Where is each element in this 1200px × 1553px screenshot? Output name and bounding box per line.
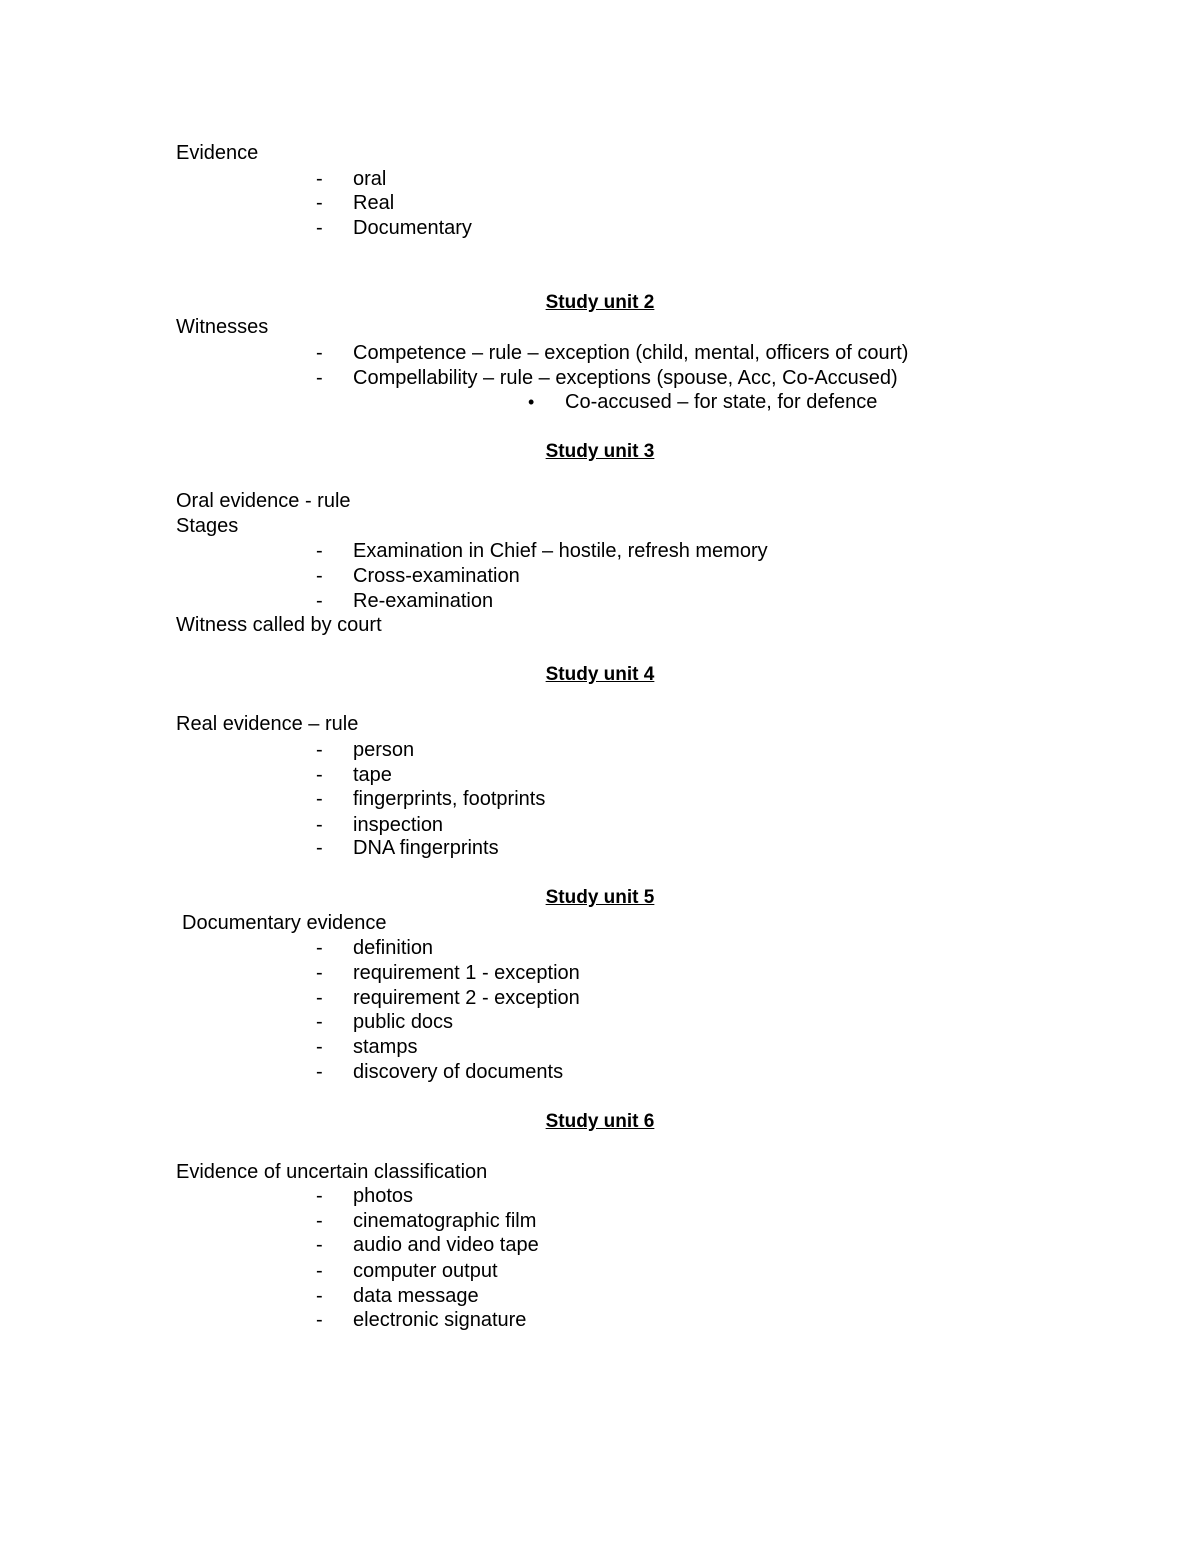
section-title-uncertain-classification: Evidence of uncertain classification <box>176 1161 488 1183</box>
list-dash: - <box>316 1309 323 1331</box>
heading-study-unit-3: Study unit 3 <box>545 441 655 462</box>
list-dash: - <box>316 540 323 562</box>
list-dash: - <box>316 1061 323 1083</box>
list-dash: - <box>316 814 323 836</box>
list-dash: - <box>316 367 323 389</box>
list-dash: - <box>316 837 323 859</box>
list-item: definition <box>353 937 434 959</box>
heading-study-unit-2: Study unit 2 <box>545 292 655 313</box>
list-dash: - <box>316 192 323 214</box>
list-item: Documentary <box>353 217 472 239</box>
section-title-oral-evidence: Oral evidence - rule <box>176 490 351 512</box>
list-dash: - <box>316 788 323 810</box>
section-title-documentary-evidence: Documentary evidence <box>182 912 387 934</box>
list-dash: - <box>316 168 323 190</box>
list-dash: - <box>316 937 323 959</box>
list-item: Re-examination <box>353 590 494 612</box>
list-dash: - <box>316 217 323 239</box>
bullet-icon: • <box>528 392 535 412</box>
list-item: cinematographic film <box>353 1210 537 1232</box>
list-dash: - <box>316 1036 323 1058</box>
list-dash: - <box>316 342 323 364</box>
list-item: stamps <box>353 1036 418 1058</box>
heading-study-unit-4: Study unit 4 <box>545 664 655 685</box>
list-item: requirement 2 - exception <box>353 987 580 1009</box>
list-dash: - <box>316 764 323 786</box>
list-dash: - <box>316 987 323 1009</box>
list-item: fingerprints, footprints <box>353 788 546 810</box>
list-item: discovery of documents <box>353 1061 564 1083</box>
section-title-real-evidence: Real evidence – rule <box>176 713 359 735</box>
heading-study-unit-5: Study unit 5 <box>545 887 655 908</box>
list-dash: - <box>316 962 323 984</box>
list-item: public docs <box>353 1011 454 1033</box>
list-item: DNA fingerprints <box>353 837 499 859</box>
list-item: Real <box>353 192 395 214</box>
list-dash: - <box>316 1285 323 1307</box>
list-dash: - <box>316 1210 323 1232</box>
heading-study-unit-6: Study unit 6 <box>545 1111 655 1132</box>
section-subtitle-stages: Stages <box>176 515 239 537</box>
section-footer-witness-called: Witness called by court <box>176 614 382 636</box>
list-item: photos <box>353 1185 414 1207</box>
list-dash: - <box>316 565 323 587</box>
list-dash: - <box>316 590 323 612</box>
list-item: tape <box>353 764 392 786</box>
list-item: Competence – rule – exception (child, mental, officers of court) <box>353 342 909 364</box>
list-item: Examination in Chief – hostile, refresh memory <box>353 540 768 562</box>
list-item: data message <box>353 1285 479 1307</box>
list-item: electronic signature <box>353 1309 527 1331</box>
list-subitem: Co-accused – for state, for defence <box>565 391 878 413</box>
list-dash: - <box>316 739 323 761</box>
section-title-witnesses: Witnesses <box>176 316 269 338</box>
list-item: computer output <box>353 1260 498 1282</box>
list-item: inspection <box>353 814 444 836</box>
list-item: audio and video tape <box>353 1234 539 1256</box>
section-title-evidence: Evidence <box>176 142 259 164</box>
list-item: Cross-examination <box>353 565 520 587</box>
list-dash: - <box>316 1234 323 1256</box>
list-item: person <box>353 739 415 761</box>
list-dash: - <box>316 1260 323 1282</box>
list-item: requirement 1 - exception <box>353 962 580 984</box>
list-item: oral <box>353 168 387 190</box>
list-dash: - <box>316 1185 323 1207</box>
list-item: Compellability – rule – exceptions (spouse, Acc, Co-Accused) <box>353 367 898 389</box>
list-dash: - <box>316 1011 323 1033</box>
